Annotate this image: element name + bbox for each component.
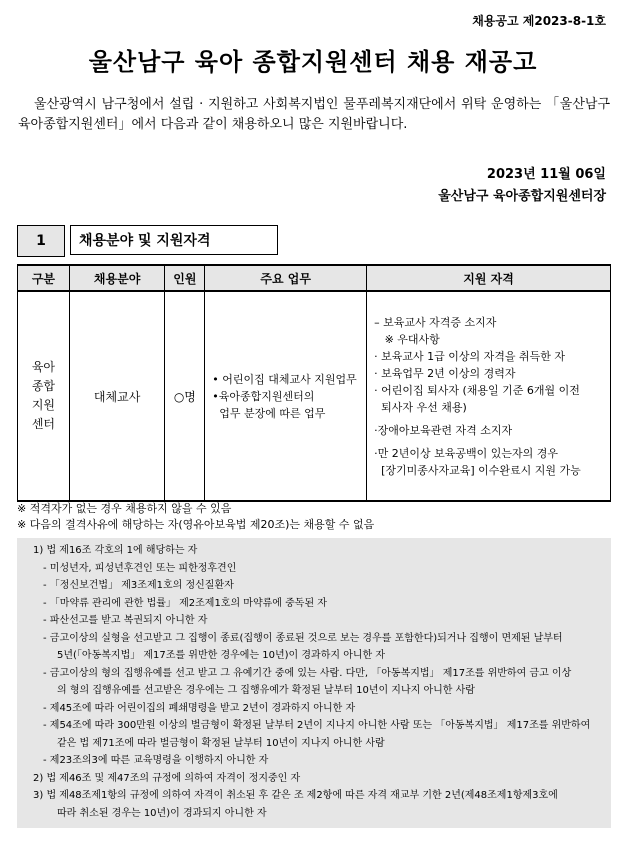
- qual-line: 퇴사자 우선 채용): [374, 400, 467, 414]
- disq-line: 같은 법 제71조에 따라 벌금형이 확정된 날부터 10년이 지나지 아니한 사람: [57, 737, 385, 749]
- disq-line: 3) 법 제48조제1항의 규정에 의하여 자격이 취소된 후 같은 조 제2항에 따른 자격 재교부 기한 2년(제48조제1항제3호에: [33, 790, 558, 801]
- disq-line: 따라 취소된 경우는 10년)이 경과되지 아니한 자: [57, 807, 267, 819]
- note-line: ※ 적격자가 없는 경우 채용하지 않을 수 있음: [17, 502, 232, 515]
- header-field: 채용분야: [69, 265, 165, 291]
- qual-line: – 보육교사 자격증 소지자: [374, 315, 497, 329]
- disq-line: 5년(「아동복지법」 제17조를 위반한 경우에는 10년)이 경과하지 아니한 자: [57, 650, 386, 661]
- qual-line: [장기미종사자교육] 이수완료시 지원 가능: [374, 463, 581, 477]
- cell-count: ○명: [165, 291, 205, 501]
- disq-line: 1) 법 제16조 각호의 1에 해당하는 자: [33, 545, 198, 556]
- duty-line: •육아종합지원센터의: [212, 389, 315, 403]
- disq-line: - 제23조의3에 따른 교육명령을 이행하지 아니한 자: [43, 755, 269, 766]
- note-line: ※ 다음의 결격사유에 해당하는 자(영유아보육법 제20조)는 채용할 수 없음: [17, 518, 375, 531]
- header-qualifications: 지원 자격: [367, 265, 611, 291]
- issuer-name: 울산남구 육아종합지원센터장: [438, 189, 606, 204]
- qual-line: ·장애아보육관련 자격 소지자: [374, 423, 513, 437]
- disq-line: - 금고이상의 실형을 선고받고 그 집행이 종료(집행이 종료된 것으로 보는 경우를 포함한다)되거나 집행이 면제된 날부터: [43, 632, 563, 644]
- qual-line: ·만 2년이상 보육공백이 있는자의 경우: [374, 446, 558, 460]
- cell-category: 육아 종합 지원 센터: [18, 291, 70, 501]
- disq-line: - 제54조에 따라 300만원 이상의 벌금형이 확정된 날부터 2년이 지나지 아니한 사람 또는 「아동복지법」 제17조를 위반하여: [43, 720, 591, 731]
- disqualification-box: [17, 538, 611, 828]
- disq-line: - 금고이상의 형의 집행유예를 선고 받고 그 유예기간 중에 있는 사람. 다만, 「아동복지법」 제17조를 위반하여 금고 이상: [43, 667, 572, 679]
- qual-line: · 어린이집 퇴사자 (채용일 기준 6개월 이전: [374, 383, 580, 397]
- disq-line: 의 형의 집행유예를 선고받은 경우에는 그 집행유예가 확정된 날부터 10년이 지나지 아니한 사람: [57, 685, 475, 696]
- disq-line: - 미성년자, 피성년후견인 또는 피한정후견인: [43, 562, 237, 574]
- cell-duties: [205, 291, 367, 501]
- qual-line: · 보육업무 2년 이상의 경력자: [374, 366, 516, 380]
- qual-line: · 보육교사 1급 이상의 자격을 취득한 자: [374, 349, 565, 363]
- disq-line: - 「정신보건법」 제3조제1호의 정신질환자: [43, 580, 234, 591]
- section-number: 1: [17, 225, 65, 257]
- cell-qualifications: [367, 291, 611, 501]
- duty-line: 업무 분장에 따른 업무: [212, 406, 326, 420]
- header-count: 인원: [165, 265, 205, 291]
- cell-field: 대체교사: [69, 291, 165, 501]
- notice-number: 채용공고 제2023-8-1호: [472, 14, 606, 28]
- duty-line: • 어린이집 대체교사 지원업무: [212, 372, 357, 386]
- header-duties: 주요 업무: [205, 265, 367, 291]
- header-category: 구분: [18, 265, 70, 291]
- disq-line: - 제45조에 따라 어린이집의 폐쇄명령을 받고 2년이 경과하지 아니한 자: [43, 702, 356, 714]
- notice-date: 2023년 11월 06일: [486, 167, 606, 182]
- section-title: 채용분야 및 지원자격: [70, 225, 278, 255]
- disq-line: 2) 법 제46조 및 제47조의 규정에 의하여 자격이 정지중인 자: [33, 772, 301, 784]
- table-header-row: [18, 265, 611, 291]
- disq-line: - 「마약류 관리에 관한 법률」 제2조제1호의 마약류에 중독된 자: [43, 597, 327, 609]
- table-row: [18, 291, 611, 501]
- qual-line: ※ 우대사항: [374, 332, 440, 346]
- recruitment-table: [17, 264, 611, 502]
- intro-paragraph: 울산광역시 남구청에서 설립 · 지원하고 사회복지법인 물푸레복지재단에서 위탁 운영하는 「울산남구 육아종합지원센터」에서 다음과 같이 채용하오니 많은 지원바랍니다.: [18, 97, 610, 132]
- disq-line: - 파산선고를 받고 복권되지 아니한 자: [43, 615, 208, 626]
- page-title: 울산남구 육아 종합지원센터 채용 재공고: [88, 48, 538, 76]
